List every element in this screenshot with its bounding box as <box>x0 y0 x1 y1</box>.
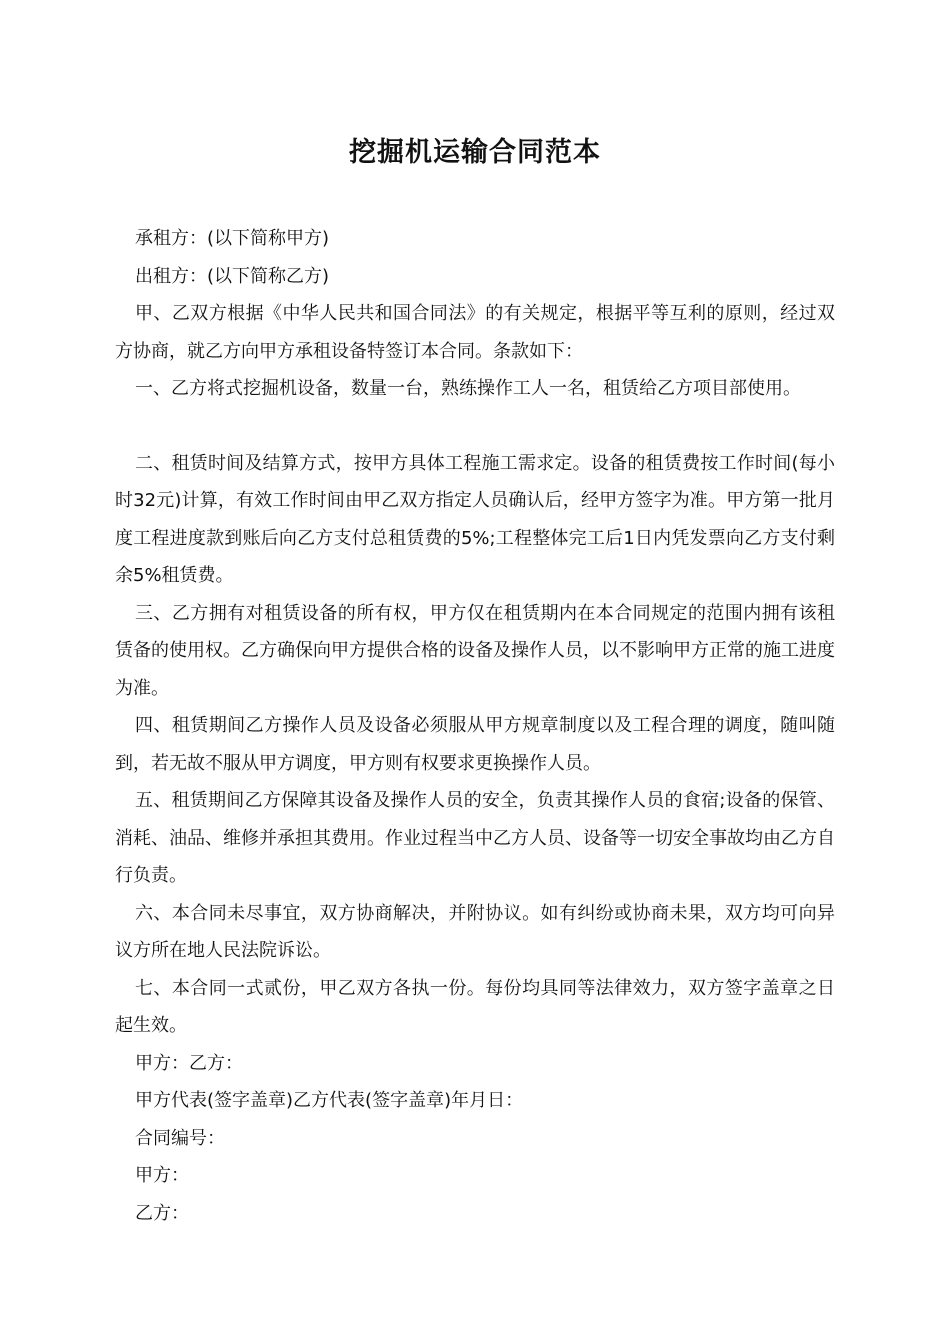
clause-6: 六、本合同未尽事宜，双方协商解决，并附协议。如有纠纷或协商未果，双方均可向异议方所在地人民法院诉讼。 <box>115 902 835 961</box>
clause-3: 三、乙方拥有对租赁设备的所有权，甲方仅在租赁期内在本合同规定的范围内拥有该租赁备的使用权。乙方确保向甲方提供合格的设备及操作人员，以不影响甲方正常的施工进度为准。 <box>115 602 835 699</box>
clause-1: 一、乙方将式挖掘机设备，数量一台，熟练操作工人一名，租赁给乙方项目部使用。 <box>135 378 801 399</box>
lessor-line: 出租方：(以下简称乙方) <box>135 265 330 287</box>
clause-5: 五、租赁期间乙方保障其设备及操作人员的安全，负责其操作人员的食宿;设备的保管、消耗、油品、维修并承担其费用。作业过程当中乙方人员、设备等一切安全事故均由乙方自行负责。 <box>115 790 835 886</box>
party-signature-line: 甲方：乙方： <box>135 1052 243 1074</box>
clause-2: 二、租赁时间及结算方式，按甲方具体工程施工需求定。设备的租赁费按工作时间(每小时32元)计算，有效工作时间由甲乙双方指定人员确认后，经甲方签字为准。甲方第一批月度工程进度款到账后向乙方支付总租赁费的5%;工程整体完工后1日内凭发票向乙方支付剩余5%租赁费。 <box>115 452 835 586</box>
document-body <box>115 220 835 1232</box>
party-a-line: 甲方： <box>135 1165 189 1186</box>
clause-4: 四、租赁期间乙方操作人员及设备必须服从甲方规章制度以及工程合理的调度，随叫随到，若无故不服从甲方调度，甲方则有权要求更换操作人员。 <box>115 715 835 774</box>
document-title: 挖掘机运输合同范本 <box>349 137 601 168</box>
preamble-paragraph: 甲、乙双方根据《中华人民共和国合同法》的有关规定，根据平等互利的原则，经过双方协商，就乙方向甲方承租设备特签订本合同。条款如下： <box>115 303 835 362</box>
clause-7: 七、本合同一式贰份，甲乙双方各执一份。每份均具同等法律效力，双方签字盖章之日起生效。 <box>115 977 835 1036</box>
blank-line <box>115 408 835 445</box>
representative-signature-line: 甲方代表(签字盖章)乙方代表(签字盖章)年月日： <box>135 1090 524 1111</box>
lessee-line: 承租方：(以下简称甲方) <box>135 228 330 249</box>
contract-number-line: 合同编号： <box>135 1127 225 1149</box>
party-b-line: 乙方： <box>135 1202 189 1224</box>
